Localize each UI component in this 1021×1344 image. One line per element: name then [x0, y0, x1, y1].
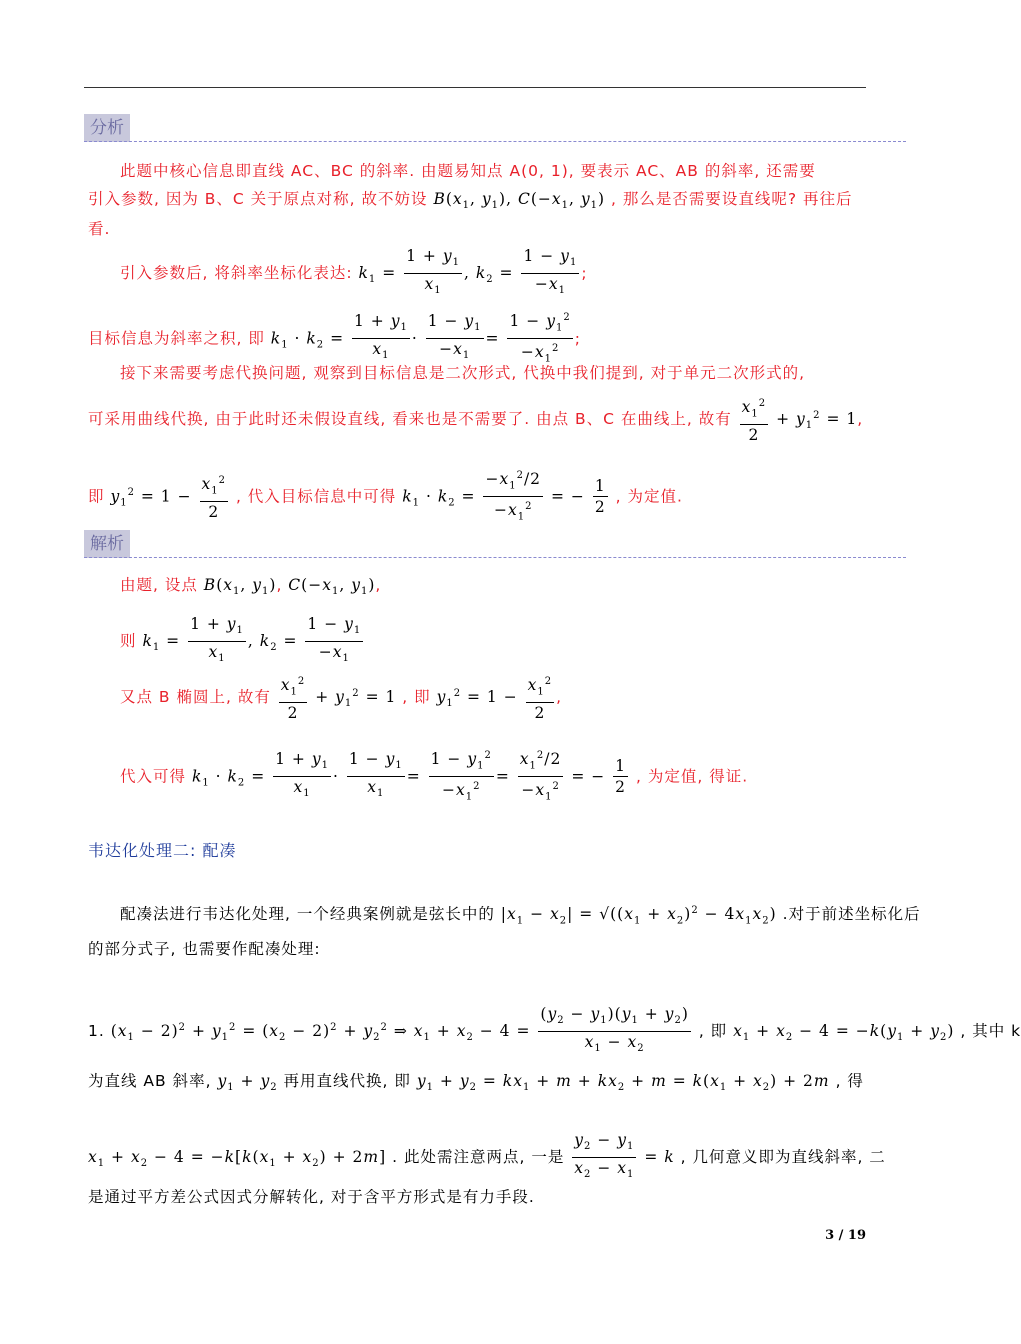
analysis-p4-line1: 接下来需要考虑代换问题, 观察到目标信息是二次形式, 代换中我们提到, 对于单元二次形式的,	[120, 364, 805, 382]
solution-header	[84, 530, 906, 558]
solution-s1: 由题, 设点 $B(x_1$, $y_1$), $C(-x_1$, $y_1$),	[120, 576, 382, 598]
analysis-header-label: 分析	[84, 114, 130, 142]
method2-e3: $x_1 + x_2 - 4 = -k[k(x_1 + x_2) + 2m]$ . 此处需注意两点, 一是 $\frac{y_2 - y_1}{x_2 - x_1}$ = k , 几何意义即为直线斜率, 二	[88, 1131, 886, 1181]
page-number: 3 / 19	[825, 1228, 866, 1243]
analysis-p5: 即 $y_1^2 = 1$ − $\frac{x_1^2}{2}$ , 代入目标信息中可得 $k_1 \cdot k_2$ = $\frac{-x_1^2/2}{-x_1^2}$ = − $\frac{1}{2}$ , 为定值.	[88, 466, 683, 528]
solution-s3: 又点 B 椭圆上, 故有 $\frac{x_1^2}{2}$ + $y_1^2 = 1$ , 即 $y_1^2 = 1$ − $\frac{x_1^2}{2}$ ,	[120, 672, 562, 723]
method2-p1-line2: 的部分式子, 也需要作配凑处理:	[88, 940, 321, 958]
analysis-p3: 目标信息为斜率之积, 即 $k_1 \cdot k_2$ = $\frac{1 + y_1}{x_1}$ · $\frac{1 - y_1}{-x_1}$ = $\frac{1 - y_1^2}{-x_1^2}$ ;	[88, 308, 581, 370]
analysis-p4-line2: 可采用曲线代换, 由于此时还未假设直线, 看来也是不需要了. 由点 B、C 在曲线上, 故有 $\frac{x_1^2}{2}$ + $y_1^2 = 1$,	[88, 394, 863, 445]
analysis-divider	[84, 141, 906, 142]
solution-s2: 则 $k_1$ = $\frac{1 + y_1}{x_1}$ , $k_2$ = $\frac{1 - y_1}{-x_1}$	[120, 615, 362, 665]
analysis-header	[84, 114, 906, 142]
solution-header-label: 解析	[84, 530, 130, 558]
top-rule	[84, 87, 866, 88]
analysis-p2: 引入参数后, 将斜率坐标化表达: $k_1$ = $\frac{1 + y_1}{x_1}$ , $k_2$ = $\frac{1 - y_1}{-x_1}$ ;	[120, 247, 588, 297]
analysis-p1-line3: 看.	[88, 220, 111, 238]
method2-e1: 1. $(x_1 - 2)^2 + y_1^2 = (x_2 - 2)^2 + y_2^2$ ⇒ $x_1 + x_2 - 4$ = $\frac{(y_2 - y_1)(y_1 + y_2)}{x_1 - x_2}$ , 即 $x_1 + x_2 - 4 = -k(y_1 + y_2)$ , 其中 k	[88, 1005, 1021, 1055]
analysis-p1-line2: 引入参数, 因为 B、C 关于原点对称, 故不妨设 $B(x_1$, $y_1$), $C(-x_1$, $y_1$) , 那么是否需要设直线呢? 再往后	[88, 190, 853, 212]
method2-p1-line1: 配凑法进行韦达化处理, 一个经典案例就是弦长中的 $|x_1 - x_2| = √((x_1 + x_2)^2 - 4x_1x_2)$ .对于前述坐标化后	[120, 905, 921, 927]
method2-title: 韦达化处理二: 配凑	[88, 841, 237, 860]
solution-s4: 代入可得 $k_1 \cdot k_2$ = $\frac{1 + y_1}{x_1}$ · $\frac{1 - y_1}{x_1}$ = $\frac{1 - y_1^2}{-x_1^2}$ = $\frac{x_1^2/2}{-x_1^2}$ = − $\frac{1}{2}$ , 为定值, 得证.	[120, 746, 748, 808]
analysis-p1-line1: 此题中核心信息即直线 AC、BC 的斜率. 由题易知点 A(0, 1), 要表示 AC、AB 的斜率, 还需要	[120, 162, 816, 180]
solution-divider	[84, 557, 906, 558]
method2-e2: 为直线 AB 斜率, $y_1 + y_2$ 再用直线代换, 即 $y_1 + y_2 = kx_1 + m + kx_2 + m = k(x_1 + x_2) + 2m$ , 得	[88, 1072, 864, 1094]
method2-e4: 是通过平方差公式因式分解转化, 对于含平方形式是有力手段.	[88, 1188, 535, 1206]
